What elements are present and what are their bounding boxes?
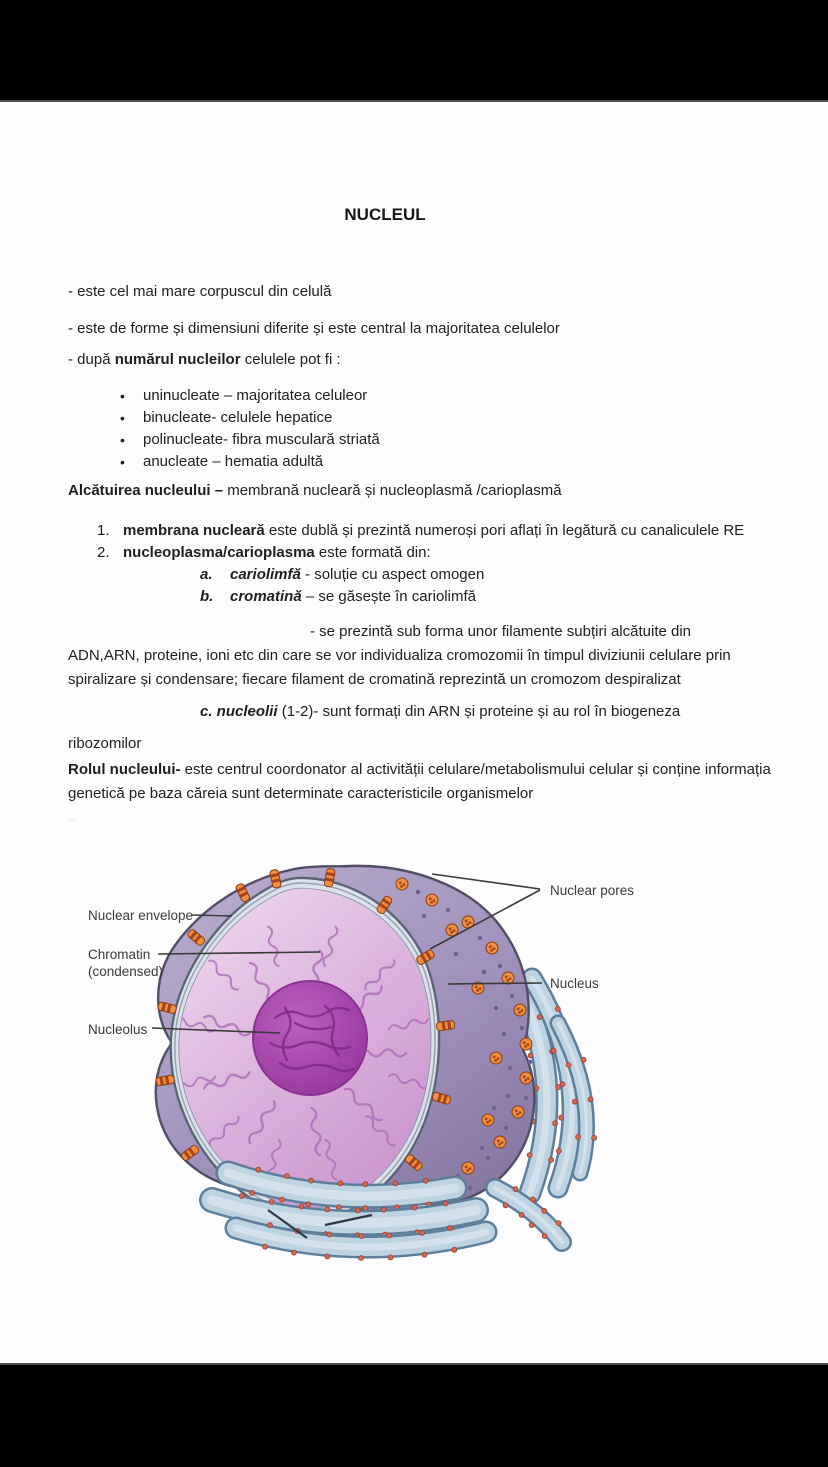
item-text bbox=[123, 542, 431, 564]
sub-item-label: b. bbox=[200, 587, 214, 605]
sub-item-bold: c. nucleolii bbox=[200, 702, 278, 720]
nucleus-diagram bbox=[80, 858, 780, 1278]
chromatin-label-line2: (condensed) bbox=[88, 963, 164, 979]
item-number: 2. bbox=[97, 543, 110, 561]
sub-item-rest: (1-2)- sunt formați din ARN și proteine și au rol în biogeneza bbox=[277, 702, 681, 720]
document-page bbox=[0, 100, 828, 1365]
rol-paragraph bbox=[68, 758, 772, 806]
sub-item-bold: cariolimfă bbox=[230, 565, 301, 583]
alcatuirea-heading bbox=[68, 480, 772, 503]
item-number: 1. bbox=[97, 521, 110, 539]
item-bold: membrana nucleară bbox=[123, 521, 265, 539]
intro-line-3-prefix: - după bbox=[68, 350, 115, 368]
nucleus-label: Nucleus bbox=[550, 975, 599, 991]
rol-bold: Rolul nucleului- bbox=[68, 760, 181, 778]
nucleus-connector-line bbox=[448, 983, 542, 984]
list-item bbox=[120, 407, 772, 429]
numbered-list bbox=[68, 520, 772, 608]
page-title: NUCLEUL bbox=[344, 205, 426, 224]
intro-line-3-suffix: celulele pot fi : bbox=[240, 350, 341, 368]
sub-item-label: a. bbox=[200, 565, 213, 583]
list-item-text: • uninucleate – majoritatea celuleor bbox=[143, 387, 368, 404]
item-rest: este dublă și prezintă numeroși pori aflați în legătură cu canaliculele RE bbox=[264, 521, 745, 539]
nucleus-illustration bbox=[80, 858, 780, 1278]
numbered-item-2 bbox=[68, 542, 772, 564]
sub-item-text bbox=[230, 586, 476, 608]
alcatuirea-bold: Alcătuirea nucleului – bbox=[68, 482, 224, 499]
intro-line-2: - este de forme și dimensiuni diferite și este central la majoritatea celulelor bbox=[68, 320, 560, 337]
sub-item-c-continuation: ribozomilor bbox=[68, 734, 142, 752]
cromatina-note-line1: - se prezintă sub forma unor filamente subțiri alcătuite din bbox=[310, 622, 692, 640]
intro-line-1: - este cel mai mare corpuscul din celulă bbox=[68, 282, 332, 300]
list-item-text: • anucleate – hematia adultă bbox=[143, 453, 324, 470]
document-body bbox=[0, 202, 828, 1278]
sub-item-text bbox=[230, 564, 484, 586]
list-item bbox=[120, 385, 772, 407]
sub-item-rest: – se găsește în cariolimfă bbox=[301, 587, 476, 605]
list-item bbox=[120, 451, 772, 473]
list-item-text: • polinucleate- fibra musculară striată bbox=[143, 431, 380, 448]
nuclear-pores-label: Nuclear pores bbox=[550, 882, 635, 898]
list-item bbox=[120, 429, 772, 451]
item-rest: este formată din: bbox=[314, 543, 431, 561]
alcatuirea-rest: membrană nucleară și nucleoplasmă /carioplasmă bbox=[223, 482, 562, 499]
intro-line-3 bbox=[68, 349, 772, 372]
intro-line-3-bold: numărul nucleilor bbox=[114, 350, 241, 368]
nuclear-envelope-label: Nuclear envelope bbox=[88, 907, 194, 923]
top-letterbox-bar bbox=[0, 0, 828, 100]
sub-item-b bbox=[68, 586, 772, 608]
chromatin-label: Chromatin bbox=[88, 946, 151, 962]
sub-item-rest: - soluție cu aspect omogen bbox=[300, 565, 485, 583]
item-bold: nucleoplasma/carioplasma bbox=[123, 543, 315, 561]
numbered-item-1 bbox=[68, 520, 772, 542]
item-text bbox=[123, 520, 744, 542]
sub-item-a bbox=[68, 564, 772, 586]
faint-artifact: ‥ bbox=[68, 811, 76, 824]
nuclear-envelope-connector-line bbox=[192, 915, 232, 916]
rol-rest: este centrul coordonator al activității celulare/metabolismului celular și conține informația genetică pe baza căreia sunt determinate caracteristicile organismelor bbox=[68, 760, 771, 802]
bottom-letterbox-bar bbox=[0, 1365, 828, 1467]
sub-item-bold: cromatină bbox=[230, 587, 302, 605]
list-item-text: • binucleate- celulele hepatice bbox=[143, 409, 333, 426]
nucleus-types-list bbox=[68, 385, 772, 473]
cromatina-note-line2: ADN,ARN, proteine, ioni etc din care se vor individualiza cromozomii în timpul diviziunii celulare prin spiralizare și condensare; fiecare filament de cromatină reprezintă un cromozom despiralizat bbox=[68, 646, 731, 688]
sub-item-c bbox=[68, 700, 772, 724]
nucleolus-shape bbox=[253, 981, 367, 1095]
nucleolus-label: Nucleolus bbox=[88, 1021, 148, 1037]
